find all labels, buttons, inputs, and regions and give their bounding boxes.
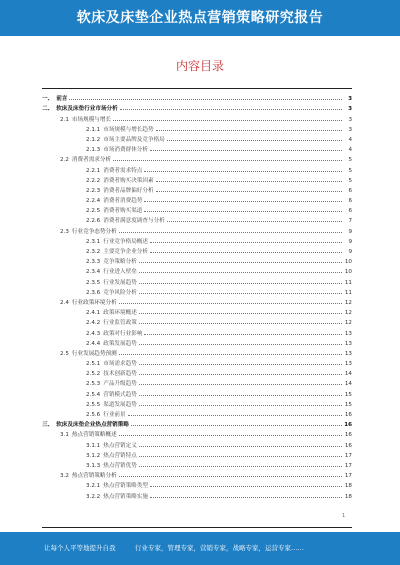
- toc-entry-page: 12: [344, 320, 352, 327]
- toc-entry-page: 18: [344, 483, 352, 490]
- toc-dot-leader: [139, 384, 342, 385]
- toc-entry[interactable]: [42, 153, 352, 163]
- toc-entry-title: 市场规模与增长趋势: [103, 126, 154, 133]
- toc-entry-number: 2.3.6: [86, 289, 101, 296]
- toc-entry-number: 3.2.1: [86, 483, 101, 490]
- toc-entry-page: 12: [344, 299, 352, 306]
- toc-entry[interactable]: [42, 214, 352, 224]
- toc-entry-title: 行业发展趋势预测: [71, 350, 117, 357]
- toc-entry-number: 2.2: [60, 157, 69, 164]
- toc-entry-title: 技术创新趋势: [103, 371, 137, 378]
- toc-entry-title: 行业政策环境分析: [71, 299, 117, 306]
- toc-entry-number: 2.4: [60, 299, 69, 306]
- toc-dot-leader: [144, 171, 342, 172]
- toc-entry-number: 2.3.5: [86, 279, 101, 286]
- toc-entry[interactable]: [42, 184, 352, 194]
- toc-entry-page: 13: [344, 361, 352, 368]
- toc-entry-number: 2.3: [60, 228, 69, 235]
- page-number: 1: [342, 513, 346, 519]
- toc-entry-title: 营销模式趋势: [103, 391, 137, 398]
- toc-entry-title: 消费者品牌偏好分析: [103, 187, 154, 194]
- toc-entry-page: 17: [344, 473, 352, 480]
- toc-entry[interactable]: [42, 428, 352, 438]
- toc-dot-leader: [139, 272, 342, 273]
- toc-dot-leader: [128, 415, 342, 416]
- toc-entry-number: 2.5.3: [86, 381, 101, 388]
- toc-entry-page: 10: [344, 269, 352, 276]
- toc-entry[interactable]: [42, 133, 352, 143]
- toc-entry[interactable]: [42, 377, 352, 387]
- toc-entry-number: 2.3.1: [86, 238, 101, 245]
- toc-entry-title: 渠道发展趋势: [103, 401, 137, 408]
- toc-entry-title: 行业竞争格局概述: [103, 238, 148, 245]
- toc-entry-title: 行业前景: [103, 412, 126, 418]
- toc-entry-number: 2.1.3: [86, 147, 101, 154]
- toc-entry-title: 消费者购买渠道: [103, 208, 143, 215]
- toc-entry-page: 5: [348, 157, 352, 164]
- toc-entry-number: 2.2.1: [86, 167, 101, 174]
- toc-entry-number: 2.1.1: [86, 126, 101, 133]
- toc-entry[interactable]: [42, 255, 352, 265]
- toc-dot-leader: [167, 140, 342, 141]
- toc-dot-leader: [139, 456, 342, 457]
- toc-entry-page: 14: [344, 371, 352, 378]
- toc-entry[interactable]: [42, 204, 352, 214]
- toc-entry[interactable]: [42, 194, 352, 204]
- toc-entry[interactable]: [42, 92, 352, 102]
- toc-entry-title: 市场需求趋势: [103, 361, 137, 368]
- toc-entry-number: 2.3.2: [86, 249, 101, 255]
- toc-entry-title: 消费者需求分析: [71, 157, 112, 164]
- toc-dot-leader: [139, 374, 342, 375]
- toc-dot-leader: [139, 364, 342, 365]
- toc-entry-title: 行业监管政策: [103, 320, 137, 327]
- toc-dot-leader: [139, 262, 342, 263]
- toc-dot-leader: [144, 334, 342, 335]
- toc-dot-leader: [150, 252, 342, 253]
- toc-entry-page: 16: [344, 422, 352, 429]
- toc-entry-title: 热点营销优势: [103, 462, 137, 469]
- toc-entry-number: 2.5.1: [86, 361, 101, 368]
- toc-entry-number: 3.2.2: [86, 493, 101, 500]
- toc-entry-title: 市场消费群体分析: [103, 147, 148, 154]
- toc-dot-leader: [139, 283, 342, 284]
- toc-entry-number: 3.1.3: [86, 462, 101, 469]
- toc-dot-leader: [139, 466, 342, 467]
- toc-entry-page: 12: [344, 310, 352, 317]
- toc-entry[interactable]: [42, 163, 352, 173]
- toc-entry-page: 9: [348, 238, 352, 245]
- toc-entry-title: 前言: [56, 96, 68, 103]
- toc-entry[interactable]: [42, 286, 352, 296]
- toc-entry-page: 15: [344, 401, 352, 408]
- toc-entry-page: 6: [348, 198, 352, 205]
- toc-entry-page: 7: [348, 218, 352, 225]
- report-header-banner: [0, 0, 400, 36]
- toc-entry-number: 2.1.2: [86, 136, 101, 143]
- toc-dot-leader: [119, 303, 342, 304]
- toc-entry-number: 2.2.5: [86, 208, 101, 215]
- toc-dot-leader: [150, 497, 342, 498]
- toc-entry-number: 2.4.2: [86, 320, 101, 327]
- toc-entry[interactable]: [42, 143, 352, 153]
- toc-entry-page: 6: [348, 187, 352, 194]
- toc-top-divider: [42, 88, 352, 89]
- toc-entry[interactable]: [42, 235, 352, 245]
- toc-entry-page: 15: [344, 391, 352, 398]
- toc-entry-title: 热点营销定义: [103, 442, 137, 449]
- toc-entry-number: 3.1.2: [86, 452, 101, 459]
- toc-entry-page: 6: [348, 208, 352, 215]
- toc-entry[interactable]: [42, 275, 352, 285]
- toc-entry[interactable]: [42, 438, 352, 448]
- toc-entry[interactable]: [42, 367, 352, 377]
- toc-entry-number: 一、: [42, 96, 54, 103]
- toc-entry-page: 3: [348, 96, 352, 103]
- toc-entry[interactable]: [42, 316, 352, 326]
- toc-dot-leader: [156, 181, 342, 182]
- toc-entry-number: 3.1: [60, 432, 69, 439]
- toc-dot-leader: [150, 150, 342, 151]
- toc-entry[interactable]: [42, 347, 352, 357]
- toc-entry-number: 2.5.6: [86, 412, 101, 418]
- toc-entry-page: 4: [348, 136, 352, 143]
- toc-entry[interactable]: [42, 398, 352, 408]
- toc-dot-leader: [119, 476, 342, 477]
- toc-entry-page: 16: [344, 432, 352, 439]
- toc-entry-page: 5: [348, 167, 352, 174]
- footer-expert-list: 行业专家，管理专家，营销专家，战略专家，运营专家……: [135, 544, 304, 552]
- toc-entry-page: 18: [344, 493, 352, 500]
- toc-heading: 内容目录: [175, 59, 224, 73]
- toc-entry-title: 行业进入壁垒: [103, 269, 137, 276]
- toc-entry[interactable]: [42, 265, 352, 275]
- toc-entry-title: 软床及床垫行业市场分析: [56, 106, 118, 113]
- toc-dot-leader: [120, 109, 342, 110]
- toc-entry-title: 热点营销特点: [103, 452, 137, 459]
- toc-dot-leader: [119, 354, 342, 355]
- toc-entry-title: 主要竞争企业分析: [103, 249, 148, 255]
- toc-dot-leader: [139, 446, 342, 447]
- toc-entry-title: 市场主要品牌及竞争格局: [103, 136, 165, 143]
- toc-entry-title: 政策对行业影响: [103, 330, 143, 337]
- toc-entry-title: 行业竞争态势分析: [71, 228, 117, 235]
- toc-entry-title: 竞争策略分析: [103, 259, 137, 266]
- toc-entry-number: 2.3.4: [86, 269, 101, 276]
- toc-entry[interactable]: [42, 123, 352, 133]
- toc-entry-page: 13: [344, 330, 352, 337]
- toc-dot-leader: [144, 201, 342, 202]
- toc-entry[interactable]: [42, 387, 352, 397]
- toc-entry-number: 3.2: [60, 473, 69, 480]
- toc-entry[interactable]: [42, 469, 352, 479]
- toc-entry-title: 产品升级趋势: [103, 381, 137, 388]
- toc-entry-number: 2.4.4: [86, 340, 101, 347]
- toc-dot-leader: [69, 99, 342, 100]
- toc-entry-page: 16: [344, 412, 352, 418]
- toc-entry[interactable]: [42, 357, 352, 367]
- toc-entry[interactable]: [42, 306, 352, 316]
- toc-entry-number: 2.2.4: [86, 198, 101, 205]
- toc-entry-number: 3.1.1: [86, 442, 101, 449]
- toc-entry[interactable]: [42, 337, 352, 347]
- toc-entry-page: 14: [344, 381, 352, 388]
- toc-dot-leader: [139, 405, 342, 406]
- toc-entry[interactable]: [42, 224, 352, 234]
- toc-dot-leader: [156, 130, 342, 131]
- toc-entry-page: 3: [348, 106, 352, 113]
- footer-banner: [0, 532, 400, 565]
- toc-entry-title: 消费者满意度调查与分析: [103, 218, 165, 225]
- toc-entry-number: 2.5.4: [86, 391, 101, 398]
- toc-entry-number: 2.2.2: [86, 177, 101, 184]
- toc-entry-page: 11: [344, 289, 352, 296]
- toc-dot-leader: [139, 323, 342, 324]
- toc-entry-title: 行业发展趋势: [103, 279, 137, 286]
- toc-dot-leader: [139, 344, 342, 345]
- toc-entry-title: 消费者购买决策因素: [103, 177, 154, 184]
- toc-dot-leader: [150, 242, 342, 243]
- toc-dot-leader: [113, 160, 342, 161]
- toc-entry-title: 消费者需求特点: [103, 167, 143, 174]
- toc-entry-page: 3: [348, 116, 352, 123]
- table-of-contents: [42, 92, 352, 500]
- toc-entry[interactable]: [42, 418, 352, 428]
- toc-dot-leader: [150, 486, 342, 487]
- toc-entry-title: 政策环境概述: [103, 310, 137, 317]
- toc-entry-number: 二、: [42, 106, 54, 113]
- toc-entry[interactable]: [42, 174, 352, 184]
- footer-slogan: 让每个人平等地提升自我: [44, 544, 116, 552]
- toc-entry-title: 市场规模与增长: [71, 116, 112, 123]
- toc-entry-title: 消费者消费趋势: [103, 198, 143, 205]
- toc-entry-number: 2.4.1: [86, 310, 101, 317]
- toc-entry-number: 三、: [42, 422, 54, 429]
- toc-entry-title: 热点营销策略分析: [71, 473, 117, 480]
- toc-entry-number: 2.4.3: [86, 330, 101, 337]
- toc-dot-leader: [139, 293, 342, 294]
- toc-entry-number: 2.5.2: [86, 371, 101, 378]
- toc-entry-title: 政策发展趋势: [103, 340, 137, 347]
- toc-entry-title: 热点营销策略概述: [71, 432, 117, 439]
- toc-entry-number: 2.3.3: [86, 259, 101, 266]
- toc-entry-title: 热点营销策略实施: [103, 493, 148, 500]
- toc-entry[interactable]: [42, 102, 352, 112]
- toc-entry-page: 3: [348, 126, 352, 133]
- toc-entry[interactable]: [42, 489, 352, 499]
- toc-entry-number: 2.2.6: [86, 218, 101, 225]
- toc-entry[interactable]: [42, 449, 352, 459]
- toc-entry[interactable]: [42, 245, 352, 255]
- toc-entry-number: 2.5: [60, 350, 69, 357]
- toc-dot-leader: [139, 395, 342, 396]
- toc-entry[interactable]: [42, 326, 352, 336]
- toc-entry-page: 16: [344, 442, 352, 449]
- toc-entry-page: 17: [344, 462, 352, 469]
- toc-entry-number: 2.2.3: [86, 187, 101, 194]
- toc-entry[interactable]: [42, 112, 352, 122]
- toc-entry-page: 13: [344, 350, 352, 357]
- toc-dot-leader: [119, 435, 342, 436]
- toc-entry-page: 17: [344, 452, 352, 459]
- toc-entry-page: 10: [344, 259, 352, 266]
- toc-dot-leader: [119, 232, 342, 233]
- toc-entry-page: 5: [348, 177, 352, 184]
- toc-entry-page: 4: [348, 147, 352, 154]
- toc-entry[interactable]: [42, 408, 352, 418]
- toc-entry[interactable]: [42, 296, 352, 306]
- toc-dot-leader: [139, 313, 342, 314]
- toc-dot-leader: [167, 221, 342, 222]
- report-title: 软床及床垫企业热点营销策略研究报告: [76, 10, 324, 26]
- toc-entry-number: 2.1: [60, 116, 69, 123]
- toc-dot-leader: [156, 191, 342, 192]
- toc-entry[interactable]: [42, 479, 352, 489]
- toc-entry-title: 软床及床垫企业热点营销策略: [56, 422, 129, 429]
- toc-bottom-divider: [42, 527, 352, 528]
- toc-entry[interactable]: [42, 459, 352, 469]
- toc-entry-title: 竞争风险分析: [103, 289, 137, 296]
- toc-dot-leader: [144, 211, 342, 212]
- toc-dot-leader: [113, 120, 342, 121]
- toc-entry-page: 9: [348, 249, 352, 255]
- toc-entry-page: 9: [348, 228, 352, 235]
- toc-entry-number: 2.5.5: [86, 401, 101, 408]
- toc-entry-page: 13: [344, 340, 352, 347]
- toc-dot-leader: [131, 425, 342, 426]
- toc-entry-page: 11: [344, 279, 352, 286]
- toc-entry-title: 热点营销策略类型: [103, 483, 148, 490]
